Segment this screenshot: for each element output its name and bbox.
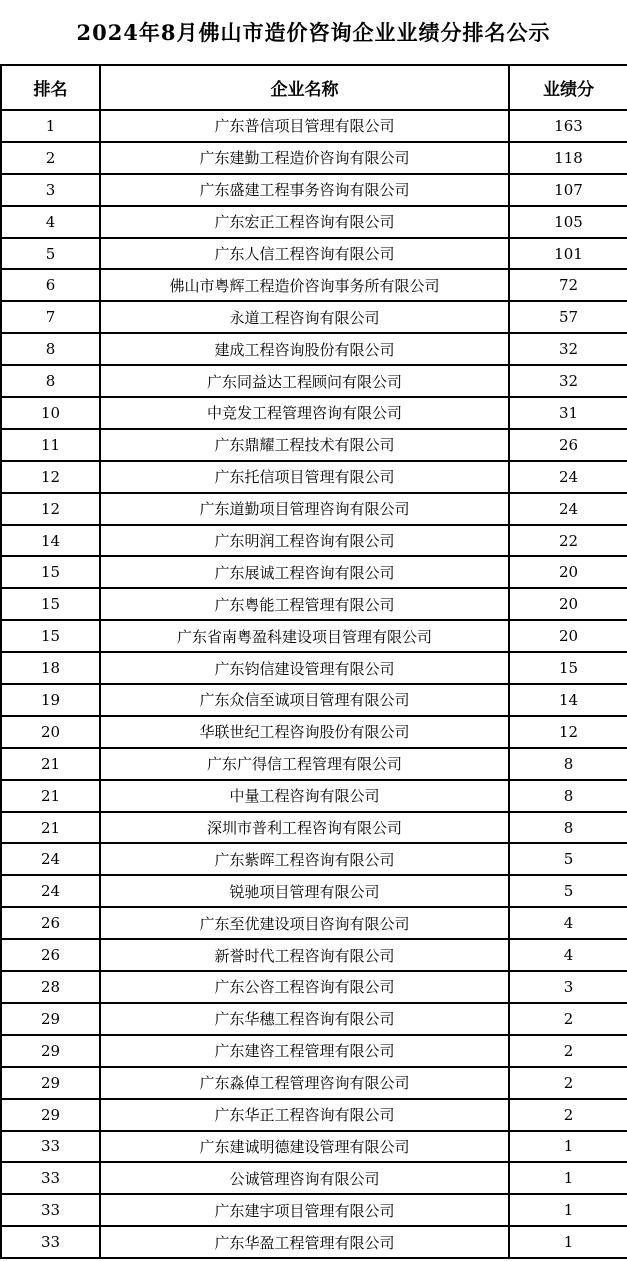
rank-cell: 15: [1, 620, 100, 652]
company-cell: 广东普信项目管理有限公司: [100, 110, 509, 142]
company-cell: 广东紫晖工程咨询有限公司: [100, 843, 509, 875]
rank-cell: 10: [1, 397, 100, 429]
score-cell: 2: [509, 1099, 627, 1131]
score-cell: 26: [509, 429, 627, 461]
score-cell: 4: [509, 939, 627, 971]
table-row: [1, 397, 627, 429]
score-cell: 12: [509, 716, 627, 748]
rank-cell: 7: [1, 301, 100, 333]
rank-cell: 4: [1, 206, 100, 238]
company-cell: 中量工程咨询有限公司: [100, 780, 509, 812]
column-header-company: 企业名称: [100, 65, 509, 110]
company-cell: 公诚管理咨询有限公司: [100, 1162, 509, 1194]
company-cell: 广东至优建设项目咨询有限公司: [100, 907, 509, 939]
score-cell: 1: [509, 1194, 627, 1226]
table-row: [1, 301, 627, 333]
company-cell: 广东宏正工程咨询有限公司: [100, 206, 509, 238]
company-cell: 佛山市粤辉工程造价咨询事务所有限公司: [100, 269, 509, 301]
rank-cell: 33: [1, 1194, 100, 1226]
rank-cell: 15: [1, 556, 100, 588]
score-cell: 22: [509, 525, 627, 557]
table-row: [1, 875, 627, 907]
company-cell: 新誉时代工程咨询有限公司: [100, 939, 509, 971]
table-row: [1, 588, 627, 620]
score-cell: 1: [509, 1131, 627, 1163]
company-cell: 建成工程咨询股份有限公司: [100, 333, 509, 365]
column-header-rank: 排名: [1, 65, 100, 110]
ranking-table-body: [1, 110, 627, 1258]
score-cell: 72: [509, 269, 627, 301]
rank-cell: 15: [1, 588, 100, 620]
company-cell: 广东众信至诚项目管理有限公司: [100, 684, 509, 716]
table-row: [1, 716, 627, 748]
rank-cell: 18: [1, 652, 100, 684]
company-cell: 广东淼倬工程管理咨询有限公司: [100, 1067, 509, 1099]
score-cell: 31: [509, 397, 627, 429]
table-row: [1, 174, 627, 206]
rank-cell: 29: [1, 1099, 100, 1131]
company-cell: 永道工程咨询有限公司: [100, 301, 509, 333]
table-row: [1, 429, 627, 461]
score-cell: 8: [509, 780, 627, 812]
company-cell: 锐驰项目管理有限公司: [100, 875, 509, 907]
score-cell: 8: [509, 748, 627, 780]
table-row: [1, 620, 627, 652]
score-cell: 57: [509, 301, 627, 333]
company-cell: 广东同益达工程顾问有限公司: [100, 365, 509, 397]
company-cell: 广东华盈工程管理有限公司: [100, 1226, 509, 1258]
table-row: [1, 652, 627, 684]
rank-cell: 5: [1, 238, 100, 270]
company-cell: 广东明润工程咨询有限公司: [100, 525, 509, 557]
company-cell: 广东展诚工程咨询有限公司: [100, 556, 509, 588]
company-cell: 广东道勤项目管理咨询有限公司: [100, 493, 509, 525]
rank-cell: 14: [1, 525, 100, 557]
rank-cell: 29: [1, 1003, 100, 1035]
score-cell: 20: [509, 620, 627, 652]
company-cell: 广东省南粤盈科建设项目管理有限公司: [100, 620, 509, 652]
table-row: [1, 971, 627, 1003]
score-cell: 2: [509, 1003, 627, 1035]
table-row: [1, 269, 627, 301]
table-row: [1, 110, 627, 142]
rank-cell: 29: [1, 1035, 100, 1067]
score-cell: 14: [509, 684, 627, 716]
table-row: [1, 1003, 627, 1035]
table-row: [1, 684, 627, 716]
company-cell: 深圳市普利工程咨询有限公司: [100, 812, 509, 844]
table-row: [1, 1226, 627, 1258]
company-cell: 广东鼎耀工程技术有限公司: [100, 429, 509, 461]
company-cell: 广东建勤工程造价咨询有限公司: [100, 142, 509, 174]
table-row: [1, 238, 627, 270]
table-row: [1, 939, 627, 971]
rank-cell: 1: [1, 110, 100, 142]
table-row: [1, 461, 627, 493]
table-header-row: [1, 65, 627, 110]
table-row: [1, 525, 627, 557]
rank-cell: 33: [1, 1131, 100, 1163]
rank-cell: 21: [1, 748, 100, 780]
rank-cell: 11: [1, 429, 100, 461]
company-cell: 广东建宇项目管理有限公司: [100, 1194, 509, 1226]
company-cell: 广东华正工程咨询有限公司: [100, 1099, 509, 1131]
table-row: [1, 812, 627, 844]
company-cell: 广东建咨工程管理有限公司: [100, 1035, 509, 1067]
score-cell: 163: [509, 110, 627, 142]
table-row: [1, 1099, 627, 1131]
rank-cell: 19: [1, 684, 100, 716]
table-row: [1, 1035, 627, 1067]
ranking-table: [0, 64, 627, 1259]
table-header: [1, 65, 627, 110]
table-row: [1, 333, 627, 365]
table-row: [1, 907, 627, 939]
rank-cell: 26: [1, 939, 100, 971]
column-header-score: 业绩分: [509, 65, 627, 110]
score-cell: 3: [509, 971, 627, 1003]
score-cell: 5: [509, 843, 627, 875]
rank-cell: 24: [1, 875, 100, 907]
rank-cell: 12: [1, 461, 100, 493]
company-cell: 广东粤能工程管理有限公司: [100, 588, 509, 620]
company-cell: 广东公咨工程咨询有限公司: [100, 971, 509, 1003]
rank-cell: 26: [1, 907, 100, 939]
rank-cell: 6: [1, 269, 100, 301]
rank-cell: 33: [1, 1226, 100, 1258]
score-cell: 20: [509, 556, 627, 588]
score-cell: 32: [509, 365, 627, 397]
score-cell: 20: [509, 588, 627, 620]
rank-cell: 8: [1, 333, 100, 365]
company-cell: 广东华穗工程咨询有限公司: [100, 1003, 509, 1035]
score-cell: 118: [509, 142, 627, 174]
rank-cell: 33: [1, 1162, 100, 1194]
company-cell: 广东广得信工程管理有限公司: [100, 748, 509, 780]
table-row: [1, 1162, 627, 1194]
table-row: [1, 206, 627, 238]
rank-cell: 21: [1, 812, 100, 844]
rank-cell: 12: [1, 493, 100, 525]
company-cell: 中竞发工程管理咨询有限公司: [100, 397, 509, 429]
score-cell: 101: [509, 238, 627, 270]
score-cell: 24: [509, 461, 627, 493]
score-cell: 4: [509, 907, 627, 939]
table-row: [1, 780, 627, 812]
table-row: [1, 1131, 627, 1163]
table-row: [1, 748, 627, 780]
rank-cell: 2: [1, 142, 100, 174]
score-cell: 107: [509, 174, 627, 206]
rank-cell: 21: [1, 780, 100, 812]
table-row: [1, 365, 627, 397]
table-row: [1, 843, 627, 875]
score-cell: 8: [509, 812, 627, 844]
table-row: [1, 556, 627, 588]
rank-cell: 8: [1, 365, 100, 397]
table-row: [1, 493, 627, 525]
score-cell: 32: [509, 333, 627, 365]
score-cell: 2: [509, 1067, 627, 1099]
score-cell: 105: [509, 206, 627, 238]
page-title: 2024年8月佛山市造价咨询企业业绩分排名公示: [76, 20, 551, 45]
score-cell: 24: [509, 493, 627, 525]
score-cell: 5: [509, 875, 627, 907]
rank-cell: 24: [1, 843, 100, 875]
table-row: [1, 1194, 627, 1226]
company-cell: 广东建诚明德建设管理有限公司: [100, 1131, 509, 1163]
table-row: [1, 142, 627, 174]
rank-cell: 3: [1, 174, 100, 206]
score-cell: 15: [509, 652, 627, 684]
company-cell: 华联世纪工程咨询股份有限公司: [100, 716, 509, 748]
rank-cell: 29: [1, 1067, 100, 1099]
score-cell: 1: [509, 1162, 627, 1194]
company-cell: 广东钧信建设管理有限公司: [100, 652, 509, 684]
company-cell: 广东托信项目管理有限公司: [100, 461, 509, 493]
rank-cell: 28: [1, 971, 100, 1003]
table-row: [1, 1067, 627, 1099]
score-cell: 2: [509, 1035, 627, 1067]
rank-cell: 20: [1, 716, 100, 748]
company-cell: 广东人信工程咨询有限公司: [100, 238, 509, 270]
company-cell: 广东盛建工程事务咨询有限公司: [100, 174, 509, 206]
score-cell: 1: [509, 1226, 627, 1258]
